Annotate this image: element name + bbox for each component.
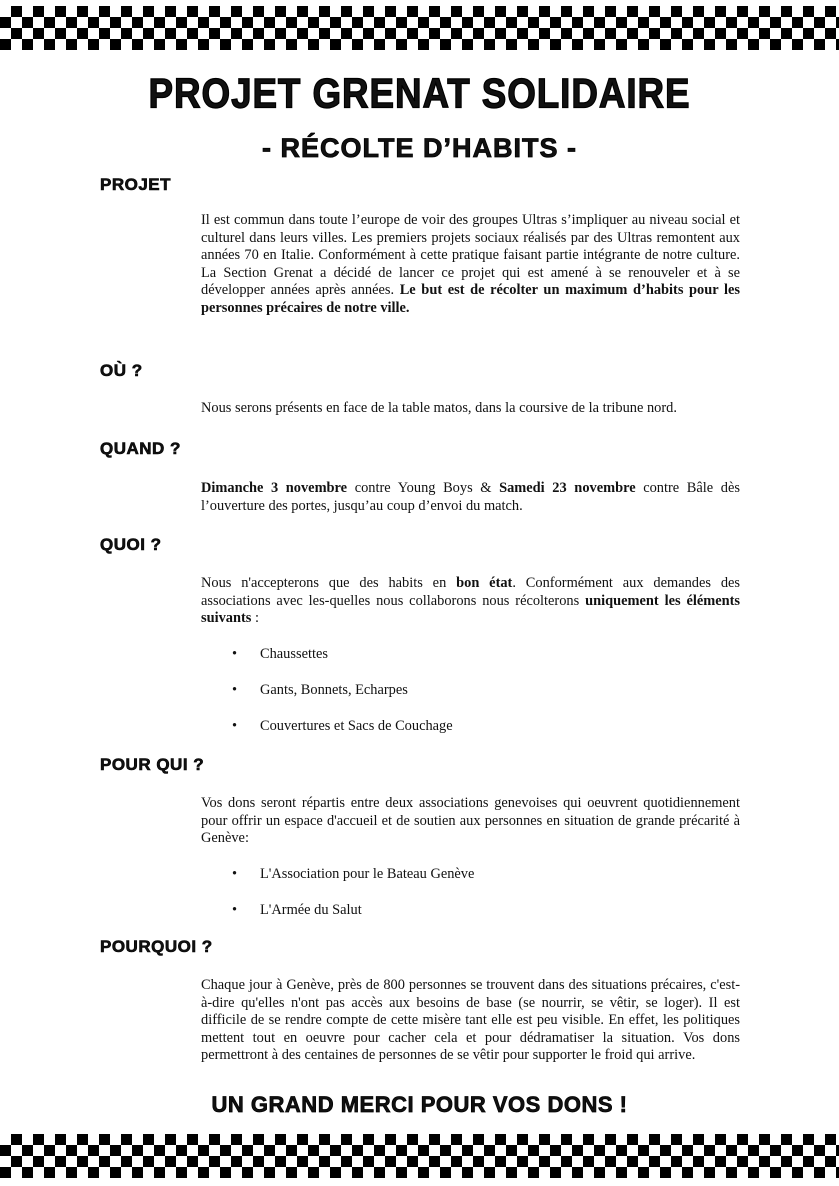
bullet-icon: • (232, 646, 238, 662)
bullet-icon: • (232, 682, 238, 698)
quand-date-2: Samedi 23 novembre (499, 480, 636, 496)
list-item-text: L'Association pour le Bateau Genève (260, 866, 475, 882)
heading-quand: QUAND ? (100, 439, 181, 458)
list-item-text: L'Armée du Salut (260, 902, 362, 918)
quoi-bold-1: bon état (456, 575, 513, 591)
quand-text-2: contre Bâle dès l’ouverture des portes, jusqu’au coup d’envoi du match. (201, 480, 740, 514)
heading-pour-qui: POUR QUI ? (100, 755, 205, 774)
projet-paragraph (201, 212, 740, 317)
heading-quoi: QUOI ? (100, 535, 162, 554)
projet-goal: Le but est de récolter un maximum d’habits pour les personnes précaires de notre ville. (201, 282, 740, 316)
quand-paragraph (201, 480, 740, 515)
list-item-text: Couvertures et Sacs de Couchage (260, 718, 453, 734)
list-item-text: Gants, Bonnets, Echarpes (260, 682, 408, 698)
bullet-icon: • (232, 718, 238, 734)
checker-border-top (0, 6, 839, 50)
quand-date-1: Dimanche 3 novembre (201, 480, 348, 496)
footer-thanks: UN GRAND MERCI POUR VOS DONS ! (211, 1092, 628, 1117)
pourquoi-paragraph: Chaque jour à Genève, près de 800 personnes se trouvent dans des situations précaires, c'est-à-dire qu'elles n'ont pas accès aux besoins de base (se nourrir, se vêtir, se loger). Il est difficile de se rendre compte de cette misère tant elle est peu visible. En effet, les politiques mettent tout en oeuvre pour cacher cela et pour dédramatiser la situation. Vos dons permettront à des centaines de personnes de se vêtir pour supporter le froid qui arrive. (201, 977, 740, 1063)
quoi-text-1: Nous n'accepterons que des habits en (201, 575, 457, 591)
heading-pourquoi: POURQUOI ? (100, 937, 213, 956)
page-subtitle: - RÉCOLTE D’HABITS - (262, 133, 577, 163)
heading-ou: OÙ ? (100, 361, 143, 380)
pour-qui-paragraph: Vos dons seront répartis entre deux associations genevoises qui oeuvrent quotidiennement pour offrir un espace d'accueil et de soutien aux personnes en situation de grande précarité à Genève: (201, 795, 740, 846)
ou-paragraph: Nous serons présents en face de la table matos, dans la coursive de la tribune nord. (201, 400, 677, 416)
list-item-text: Chaussettes (260, 646, 328, 662)
quoi-text-2: . Conformément aux demandes des associations avec les-quelles nous collaborons nous récolterons (201, 575, 740, 609)
heading-projet: PROJET (100, 175, 172, 194)
quoi-text-3: : (251, 610, 259, 626)
quoi-paragraph (201, 575, 740, 628)
bullet-icon: • (232, 902, 238, 918)
page-title: PROJET GRENAT SOLIDAIRE (148, 70, 691, 118)
projet-text: Il est commun dans toute l’europe de voir des groupes Ultras s’impliquer au niveau social et culturel dans leurs villes. Les premiers projets sociaux réalisés par des Ultras remontent aux années 70 en Italie. Conformément à cette pratique faisant partie intégrante de notre culture. La Section Grenat a décidé de lancer ce projet qui est amené à se renouveler et à se développer années après années. (201, 212, 740, 298)
quoi-bold-2: uniquement les éléments suivants (201, 592, 740, 626)
quand-text-1: contre Young Boys & (347, 480, 500, 496)
bullet-icon: • (232, 866, 238, 882)
checker-border-bottom (0, 1134, 839, 1178)
